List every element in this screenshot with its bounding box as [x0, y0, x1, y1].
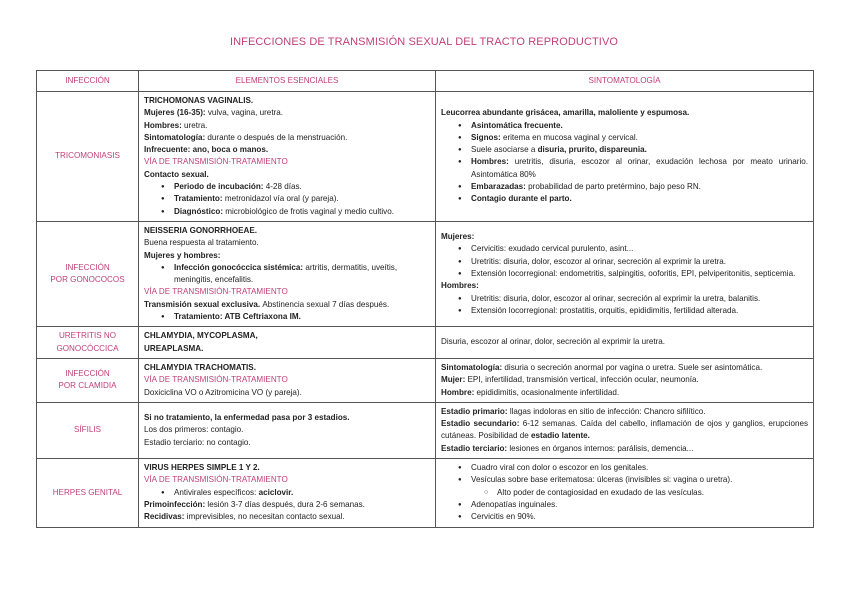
text-line [144, 362, 430, 374]
text-line [144, 474, 430, 486]
sub-list-item [497, 487, 808, 499]
list-item [471, 293, 808, 305]
text-segment: TRICHOMONAS VAGINALIS. [144, 96, 254, 105]
text-segment: Uretritis: disuria, dolor, escozor al orinar, secreción al exprimir la uretra, balanitis. [471, 293, 761, 303]
list-item [471, 144, 808, 156]
text-segment: 4-28 días. [265, 182, 302, 192]
text-segment: Asintomática frecuente. [471, 120, 563, 130]
text-line [144, 387, 430, 399]
text-segment: disuria, prurito, dispareunia. [537, 145, 647, 155]
text-segment: Infección gonocóccica sistémica: [174, 262, 306, 272]
bullet-list [441, 293, 808, 318]
infection-name: TRICOMONIASIS [55, 151, 120, 161]
text-segment: Disuria, escozor al orinar, dolor, secreción al exprimir la uretra. [441, 337, 666, 347]
list-item [471, 462, 808, 474]
text-segment: Estadio primario: [441, 406, 510, 416]
text-segment: Extensión locorregional: prostatitis, orquitis, epididimitis, fertilidad alterada. [471, 305, 739, 315]
text-segment: Estadio terciario: [441, 443, 510, 453]
text-segment: CHLAMYDIA, MYCOPLASMA, [144, 331, 258, 341]
text-segment: estadio latente. [531, 431, 590, 441]
list-item [471, 156, 808, 181]
infection-name-cell [37, 92, 139, 222]
list-item [471, 499, 808, 511]
sub-bullet-list [471, 487, 808, 499]
bullet-list [144, 262, 430, 287]
text-segment: Uretritis: disuria, dolor, escozor al orinar, secreción al exprimir la uretra. [471, 256, 727, 266]
text-segment: Los dos primeros: contagio. [144, 425, 244, 435]
text-line [144, 156, 430, 168]
text-line [441, 406, 808, 418]
text-line [144, 511, 430, 523]
text-line [441, 418, 808, 443]
text-segment: Sintomatología: [441, 362, 505, 372]
text-line [144, 412, 430, 424]
infection-name: SÍFILIS [74, 425, 101, 435]
text-segment: uretra. [184, 120, 208, 130]
text-segment: VÍA DE TRANSMISIÓN-TRATAMIENTO [144, 375, 288, 385]
table-row [37, 327, 814, 359]
list-item [471, 474, 808, 499]
symptoms-cell [436, 327, 814, 359]
text-segment: probabilidad de parto pretérmino, bajo peso RN. [528, 182, 701, 192]
infection-name-cell [37, 402, 139, 458]
text-line [441, 336, 808, 348]
list-item [471, 132, 808, 144]
list-item [174, 181, 430, 193]
infection-name: INFECCIÓN [65, 262, 110, 272]
text-segment: Mujer: [441, 375, 468, 385]
bullet-list [441, 120, 808, 206]
text-line [441, 107, 808, 119]
bullet-list [144, 181, 430, 218]
text-line [144, 95, 430, 107]
text-line [144, 299, 430, 311]
text-line [144, 499, 430, 511]
essential-elements-cell [139, 221, 436, 326]
text-segment: VÍA DE TRANSMISIÓN-TRATAMIENTO [144, 287, 288, 297]
table-header-row [37, 71, 814, 92]
text-line [144, 250, 430, 262]
infection-name: POR CLAMIDIA [58, 381, 117, 391]
text-segment: Suele asociarse a [471, 145, 538, 155]
essential-elements-cell [139, 358, 436, 402]
text-segment: Buena respuesta al tratamiento. [144, 238, 259, 248]
list-item [471, 268, 808, 280]
text-segment: Adenopatías inguinales. [471, 499, 558, 509]
text-segment: Diagnóstico: [174, 206, 226, 216]
text-segment: Hombre: [441, 387, 477, 397]
text-segment: Transmisión sexual exclusiva. [144, 299, 263, 309]
list-item [174, 262, 430, 287]
text-line [144, 374, 430, 386]
text-segment: Antivirales específicos: [174, 487, 259, 497]
text-segment: lesión 3-7 días después, dura 2-6 semanas. [207, 499, 365, 509]
text-segment: Contacto sexual. [144, 169, 209, 179]
text-segment: artritis, dermatitis, uveítis, meningitis, encefalitis. [174, 262, 398, 285]
text-segment: Hombres: [441, 281, 479, 291]
text-segment: Periodo de incubación: [174, 182, 266, 192]
text-segment: VÍA DE TRANSMISIÓN-TRATAMIENTO [144, 157, 288, 167]
bullet-list [441, 462, 808, 523]
header-sintomatologia: SINTOMATOLOGÍA [436, 71, 814, 92]
list-item [471, 243, 808, 255]
text-segment: VÍA DE TRANSMISIÓN-TRATAMIENTO [144, 475, 288, 485]
text-segment: Si no tratamiento, la enfermedad pasa por 3 estadios. [144, 412, 350, 422]
text-line [441, 443, 808, 455]
table-row [37, 459, 814, 527]
text-segment: Cuadro viral con dolor o escozor en los genitales. [471, 463, 649, 473]
list-item [174, 487, 430, 499]
list-item [471, 305, 808, 317]
text-segment: EPI, infertilidad, transmisión vertical, infección ocular, neumonía. [467, 375, 699, 385]
text-line [144, 330, 430, 342]
text-line [441, 280, 808, 292]
text-line [144, 424, 430, 436]
text-segment: Mujeres y hombres: [144, 250, 221, 260]
table-row [37, 92, 814, 222]
text-line [144, 132, 430, 144]
text-segment: Alto poder de contagiosidad en exudado de las vesículas. [497, 487, 704, 497]
essential-elements-cell [139, 327, 436, 359]
infection-name: INFECCIÓN [65, 369, 110, 379]
text-line [144, 286, 430, 298]
text-segment: Hombres: [144, 120, 185, 130]
text-line [441, 231, 808, 243]
text-line [441, 374, 808, 386]
symptoms-cell [436, 459, 814, 527]
text-line [144, 343, 430, 355]
text-line [144, 237, 430, 249]
symptoms-cell [436, 92, 814, 222]
text-segment: VIRUS HERPES SIMPLE 1 Y 2. [144, 463, 260, 473]
text-segment: vulva, vagina, uretra. [207, 108, 284, 118]
text-segment: Signos: [471, 132, 503, 142]
text-segment: NEISSERIA GONORRHOEAE. [144, 225, 258, 235]
symptoms-cell [436, 402, 814, 458]
infection-name-cell [37, 459, 139, 527]
table-row [37, 221, 814, 326]
header-infeccion: INFECCIÓN [37, 71, 139, 92]
essential-elements-cell [139, 92, 436, 222]
text-segment: eritema en mucosa vaginal y cervical. [502, 132, 638, 142]
text-segment: Leucorrea abundante grisácea, amarilla, maloliente y espumosa. [441, 108, 690, 118]
infection-name-cell [37, 221, 139, 326]
text-line [144, 144, 430, 156]
text-segment: Tratamiento: ATB Ceftriaxona IM. [174, 312, 301, 322]
infection-name: URETRITIS NO [58, 331, 117, 341]
text-line [144, 462, 430, 474]
essential-elements-cell [139, 402, 436, 458]
symptoms-cell [436, 221, 814, 326]
text-line [144, 107, 430, 119]
essential-elements-cell [139, 459, 436, 527]
text-segment: Abstinencia sexual 7 días después. [262, 299, 390, 309]
text-segment: UREAPLASMA. [144, 343, 204, 353]
text-segment: Contagio durante el parto. [471, 194, 572, 204]
text-segment: Mujeres: [441, 232, 475, 242]
text-segment: epididimitis, ocasionalmente infertilidad. [476, 387, 620, 397]
list-item [471, 256, 808, 268]
text-segment: microbiológico de frotis vaginal y medio cultivo. [225, 206, 394, 216]
symptoms-cell [436, 358, 814, 402]
list-item [174, 206, 430, 218]
infection-name-cell [37, 358, 139, 402]
sti-table [36, 70, 814, 528]
text-segment: metronidazol vía oral (y pareja). [224, 194, 339, 204]
text-segment: llagas indoloras en sitio de infección: Chancro sifilítico. [509, 406, 706, 416]
text-segment: Hombres: [471, 157, 515, 167]
bullet-list [144, 487, 430, 499]
text-segment: Cervicitis: exudado cervical purulento, asint... [471, 244, 634, 254]
table-row [37, 402, 814, 458]
text-segment: aciclovir. [258, 487, 294, 497]
text-segment: Doxiciclina VO o Azitromicina VO (y pareja). [144, 387, 302, 397]
document-title: INFECCIONES DE TRANSMISIÓN SEXUAL DEL TRACTO REPRODUCTIVO [229, 36, 619, 48]
text-segment: Sintomatología: [144, 132, 208, 142]
text-line [144, 437, 430, 449]
text-segment: disuria o secreción anormal por vagina o uretra. Suele ser asintomática. [504, 362, 763, 372]
text-line [144, 169, 430, 181]
list-item [471, 181, 808, 193]
text-segment: Cervicitis en 90%. [471, 512, 536, 522]
infection-name: GONOCÓCCICA [56, 343, 119, 353]
list-item [471, 511, 808, 523]
text-line [441, 387, 808, 399]
text-segment: CHLAMYDIA TRACHOMATIS. [144, 362, 256, 372]
text-segment: Vesículas sobre base eritematosa: úlceras (invisibles si: vagina o uretra). [471, 475, 733, 485]
text-segment: durante o después de la menstruación. [207, 132, 348, 142]
header-elementos-esenciales: ELEMENTOS ESENCIALES [139, 71, 436, 92]
list-item [471, 120, 808, 132]
list-item [471, 193, 808, 205]
text-segment: Estadio terciario: no contagio. [144, 437, 251, 447]
text-segment: Estadio secundario: [441, 419, 523, 429]
bullet-list [144, 311, 430, 323]
table-row [37, 358, 814, 402]
text-segment: Primoinfección: [144, 499, 208, 509]
infection-name: HERPES GENITAL [52, 487, 123, 497]
text-segment: Recidivas: [144, 512, 187, 522]
text-segment: Extensión locorregional: endometritis, salpingitis, ooforitis, EPI, pelviperitonitis, septicemia. [471, 269, 796, 278]
bullet-list [441, 243, 808, 280]
text-line [144, 120, 430, 132]
text-segment: Tratamiento: [174, 194, 225, 204]
text-line [441, 362, 808, 374]
text-segment: uretritis, disuria, escozor al orinar, exudación lechosa por meato urinario. Asintomática 80% [471, 157, 809, 179]
text-segment: imprevisibles, no necesitan contacto sexual. [186, 512, 345, 522]
infection-name: POR GONOCOCOS [50, 275, 125, 285]
text-line [144, 225, 430, 237]
text-segment: lesiones en órganos internos: parálisis, demencia... [509, 443, 694, 453]
text-segment: 6-12 semanas. Caída del cabello, inflamación de ojos y ganglios, erupciones cutáneas. Posibilidad de [441, 419, 808, 441]
text-segment: Infrecuente: ano, boca o manos. [144, 145, 269, 155]
text-segment: Mujeres (16-35): [144, 108, 208, 118]
text-segment: Embarazadas: [471, 182, 529, 192]
list-item [174, 193, 430, 205]
list-item [174, 311, 430, 323]
infection-name-cell [37, 327, 139, 359]
